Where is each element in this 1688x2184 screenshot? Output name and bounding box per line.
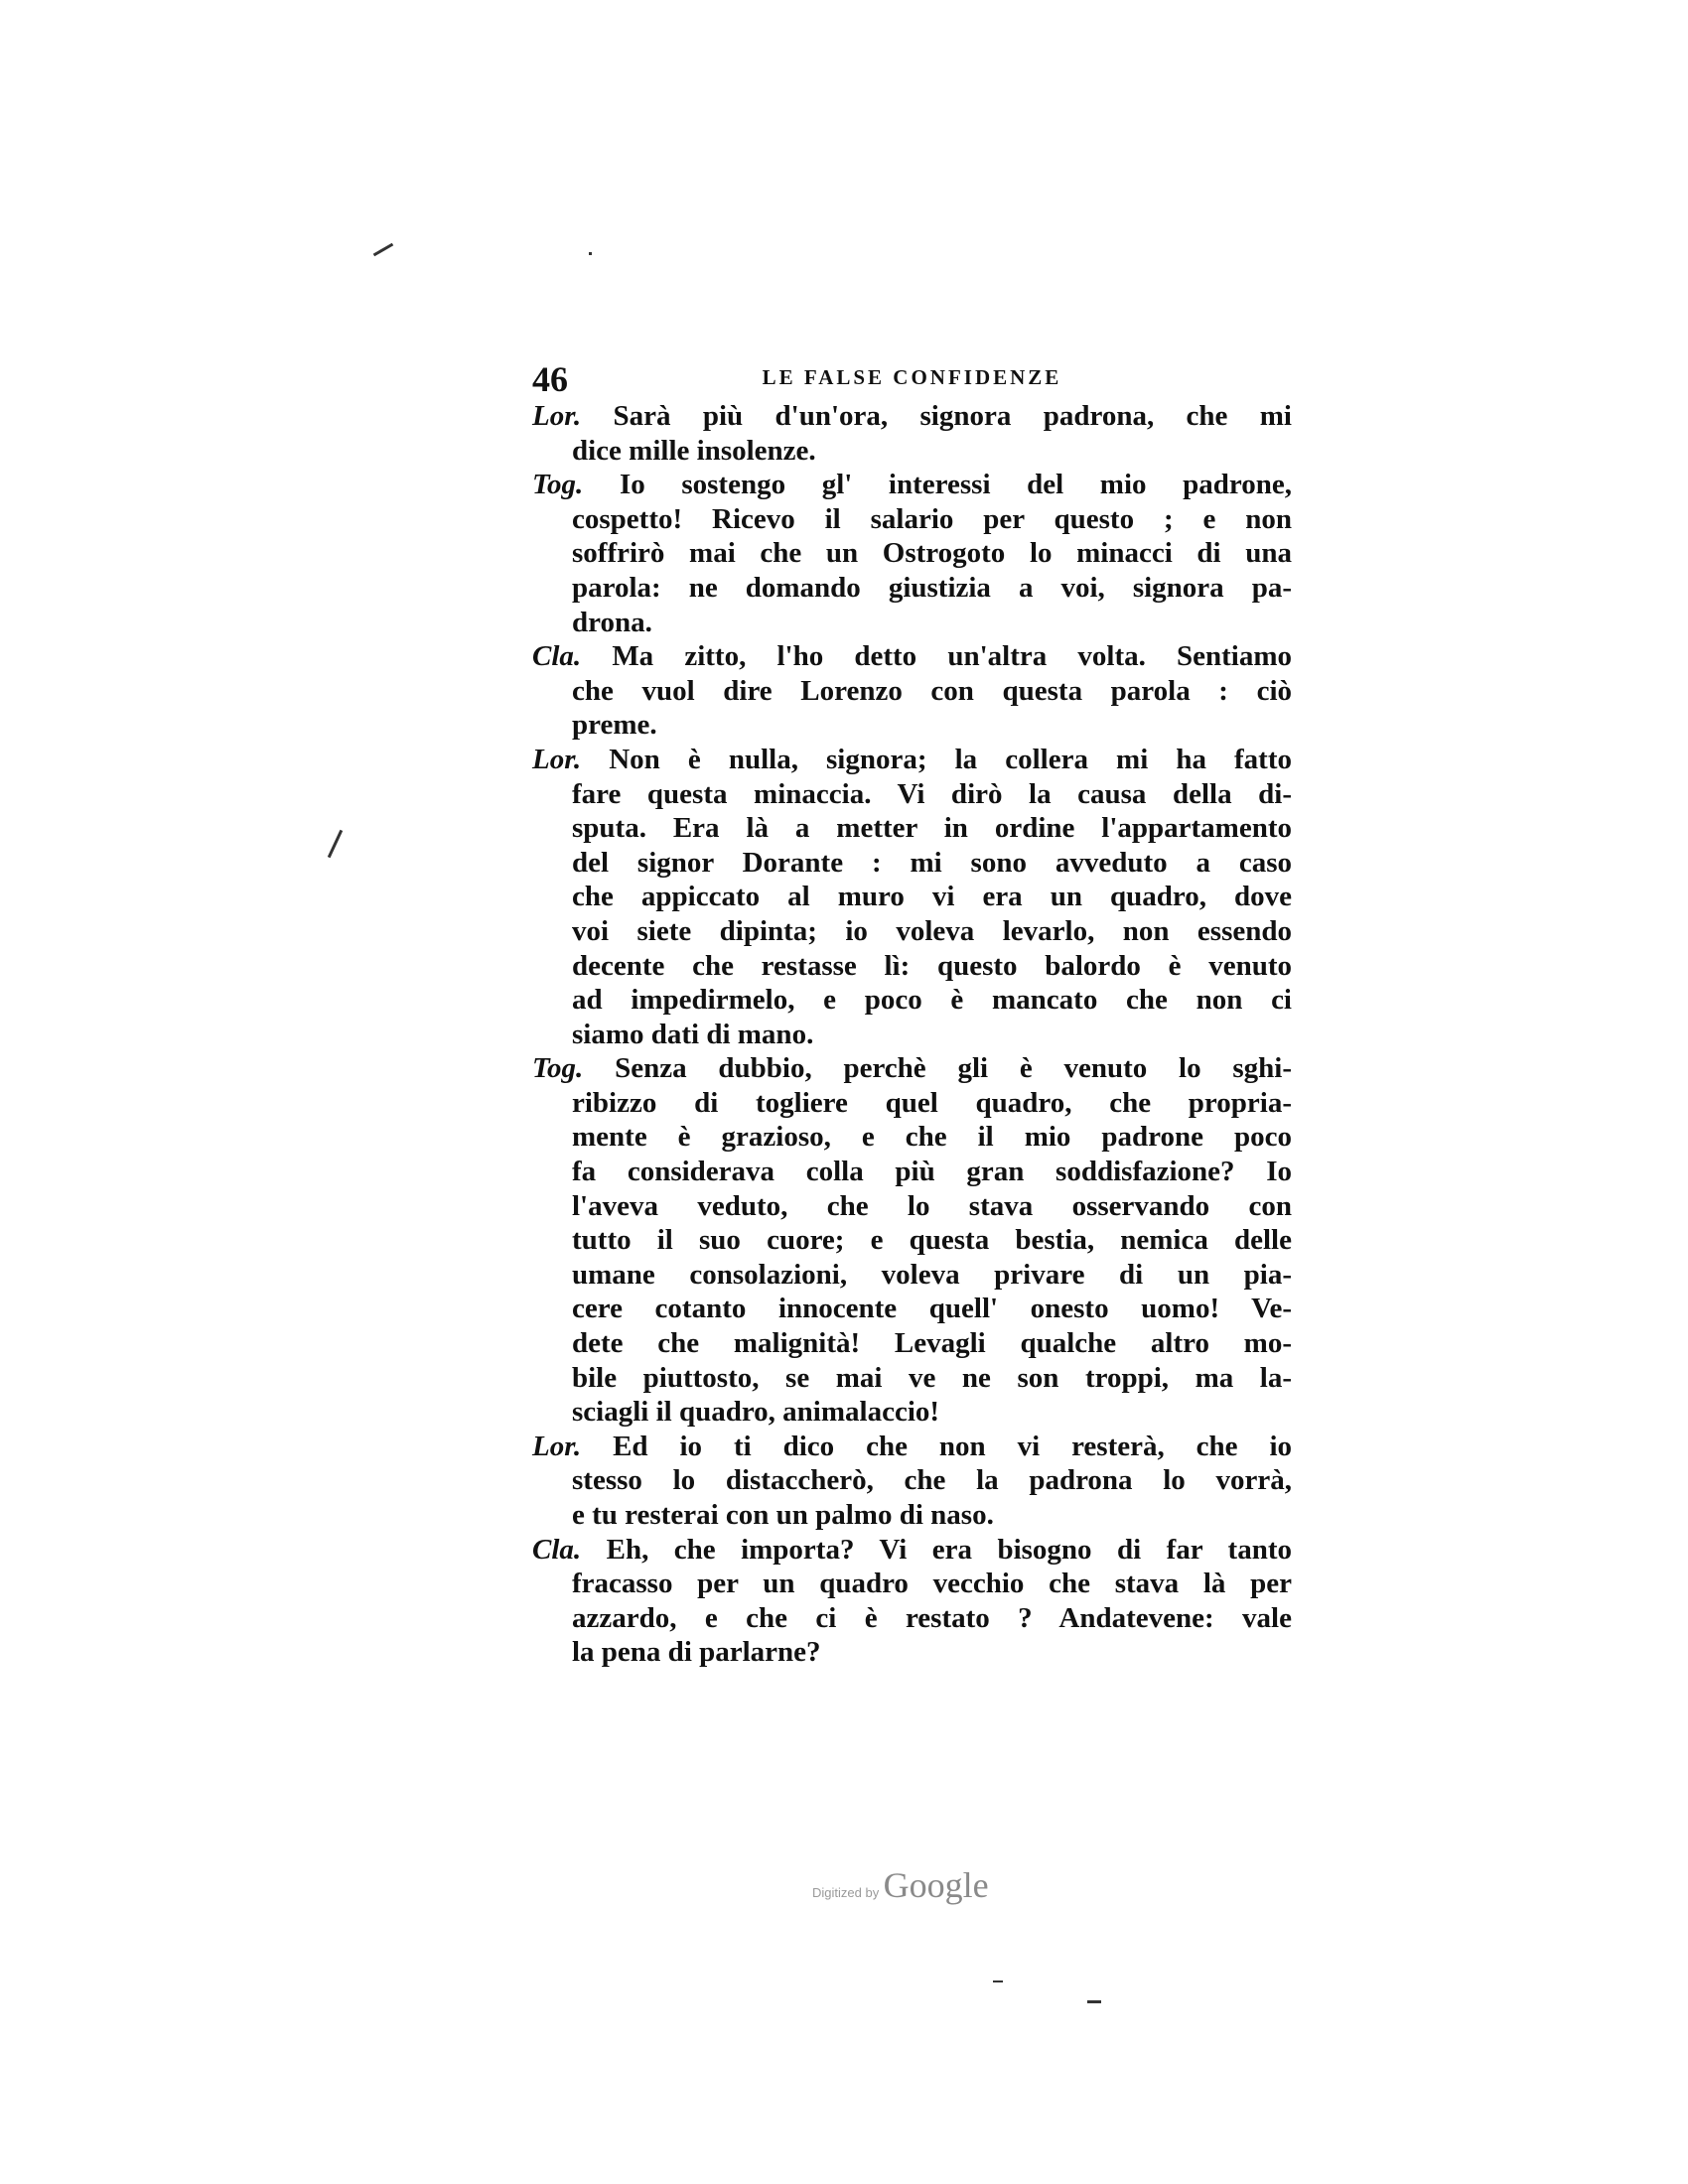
speaker-name: Cla. (532, 1533, 582, 1566)
text-line (532, 777, 1292, 812)
watermark-prefix: Digitized by (812, 1885, 880, 1900)
text-line (532, 1086, 1292, 1121)
line-text: Ed io ti dico che non vi resterà, che io (613, 1430, 1293, 1462)
speech-paragraph (532, 1051, 1292, 1430)
text-line (532, 1051, 1292, 1086)
dialogue-text (532, 399, 1292, 1670)
text-line (532, 1463, 1292, 1498)
text-line (532, 606, 1292, 640)
line-text: bile piuttosto, se mai ve ne son troppi, ma la- (572, 1361, 1292, 1394)
text-line (532, 1533, 1292, 1568)
page-header (532, 359, 1292, 399)
line-text: sputa. Era là a metter in ordine l'appartamento (572, 812, 1292, 845)
line-text: umane consolazioni, voleva privare di un pia- (572, 1258, 1292, 1291)
text-line (532, 949, 1292, 984)
text-line (532, 811, 1292, 846)
line-text: fare questa minaccia. Vi dirò la causa della di- (572, 777, 1292, 810)
text-line (532, 399, 1292, 434)
speaker-name: Tog. (532, 1052, 584, 1085)
line-text: che vuol dire Lorenzo con questa parola : ciò (572, 674, 1292, 707)
line-text: che appiccato al muro vi era un quadro, dove (572, 881, 1292, 913)
speaker-name: Cla. (532, 640, 582, 673)
speech-paragraph (532, 399, 1292, 468)
text-line (532, 1155, 1292, 1189)
text-line (532, 1361, 1292, 1396)
line-text: Ma zitto, l'ho detto un'altra volta. Sentiamo (612, 640, 1292, 673)
line-text: cere cotanto innocente quell' onesto uomo! Ve- (572, 1293, 1292, 1325)
text-line (532, 1567, 1292, 1601)
text-line (532, 1326, 1292, 1361)
text-line (532, 502, 1292, 537)
speech-paragraph (532, 1533, 1292, 1670)
text-line (532, 1498, 1292, 1533)
page-number: 46 (532, 359, 568, 399)
line-text: del signor Dorante : mi sono avveduto a caso (572, 846, 1292, 879)
text-line (532, 914, 1292, 949)
speech-paragraph (532, 639, 1292, 743)
scan-speck (328, 830, 343, 858)
text-line (532, 1189, 1292, 1224)
scan-speck (1087, 2000, 1101, 2003)
scan-speck (993, 1980, 1003, 1982)
line-text: decente che restasse lì: questo balordo è venuto (572, 949, 1292, 982)
text-line (532, 434, 1292, 469)
line-text: ribizzo di togliere quel quadro, che propria- (572, 1086, 1292, 1119)
google-watermark (812, 1864, 989, 1906)
text-line (532, 1223, 1292, 1258)
text-line (532, 1018, 1292, 1052)
line-text: Eh, che importa? Vi era bisogno di far tanto (606, 1533, 1293, 1566)
text-line (532, 1601, 1292, 1636)
line-text: Io sostengo gl' interessi del mio padrone, (619, 469, 1292, 501)
text-line (532, 1120, 1292, 1155)
speech-paragraph (532, 1430, 1292, 1533)
text-line (532, 1635, 1292, 1670)
line-text: voi siete dipinta; io voleva levarlo, non essendo (572, 914, 1292, 947)
scan-speck (589, 252, 592, 255)
line-text: la pena di parlarne? (572, 1636, 821, 1669)
text-line (532, 880, 1292, 914)
text-line (532, 743, 1292, 777)
text-line (532, 983, 1292, 1018)
speaker-name: Tog. (532, 469, 584, 501)
text-line (532, 1430, 1292, 1464)
speaker-name: Lor. (532, 743, 582, 775)
speech-paragraph (532, 743, 1292, 1051)
text-line (532, 846, 1292, 881)
line-text: cospetto! Ricevo il salario per questo ; e non (572, 502, 1292, 535)
line-text: Non è nulla, signora; la collera mi ha fatto (609, 743, 1292, 775)
text-line (532, 708, 1292, 743)
line-text: azzardo, e che ci è restato ? Andatevene: vale (572, 1601, 1292, 1634)
line-text: siamo dati di mano. (572, 1018, 814, 1050)
text-line (532, 674, 1292, 709)
line-text: fa considerava colla più gran soddisfazione? Io (572, 1156, 1292, 1188)
text-line (532, 1395, 1292, 1430)
watermark-brand: Google (883, 1865, 989, 1905)
line-text: Sarà più d'un'ora, signora padrona, che mi (613, 400, 1292, 432)
text-line (532, 468, 1292, 502)
line-text: stesso lo distaccherò, che la padrona lo vorrà, (572, 1464, 1292, 1497)
line-text: drona. (572, 606, 652, 638)
line-text: mente è grazioso, e che il mio padrone poco (572, 1121, 1292, 1154)
text-line (532, 536, 1292, 571)
line-text: Senza dubbio, perchè gli è venuto lo sghi- (615, 1052, 1293, 1085)
line-text: tutto il suo cuore; e questa bestia, nemica delle (572, 1224, 1292, 1257)
text-line (532, 1292, 1292, 1326)
line-text: dice mille insolenze. (572, 434, 816, 467)
speaker-name: Lor. (532, 1430, 582, 1462)
book-page (532, 359, 1292, 1670)
scan-speck (373, 243, 394, 257)
line-text: e tu resterai con un palmo di naso. (572, 1499, 994, 1531)
running-title: LE FALSE CONFIDENZE (762, 365, 1062, 389)
line-text: preme. (572, 709, 657, 742)
line-text: sciagli il quadro, animalaccio! (572, 1396, 940, 1429)
line-text: fracasso per un quadro vecchio che stava là per (572, 1568, 1292, 1600)
line-text: l'aveva veduto, che lo stava osservando con (572, 1189, 1292, 1222)
line-text: dete che malignità! Levagli qualche altro mo- (572, 1327, 1292, 1360)
text-line (532, 639, 1292, 674)
line-text: parola: ne domando giustizia a voi, signora pa- (572, 571, 1292, 604)
text-line (532, 571, 1292, 606)
line-text: soffrirò mai che un Ostrogoto lo minacci di una (572, 537, 1292, 570)
speaker-name: Lor. (532, 400, 582, 432)
line-text: ad impedirmelo, e poco è mancato che non ci (572, 984, 1292, 1017)
speech-paragraph (532, 468, 1292, 639)
text-line (532, 1258, 1292, 1293)
